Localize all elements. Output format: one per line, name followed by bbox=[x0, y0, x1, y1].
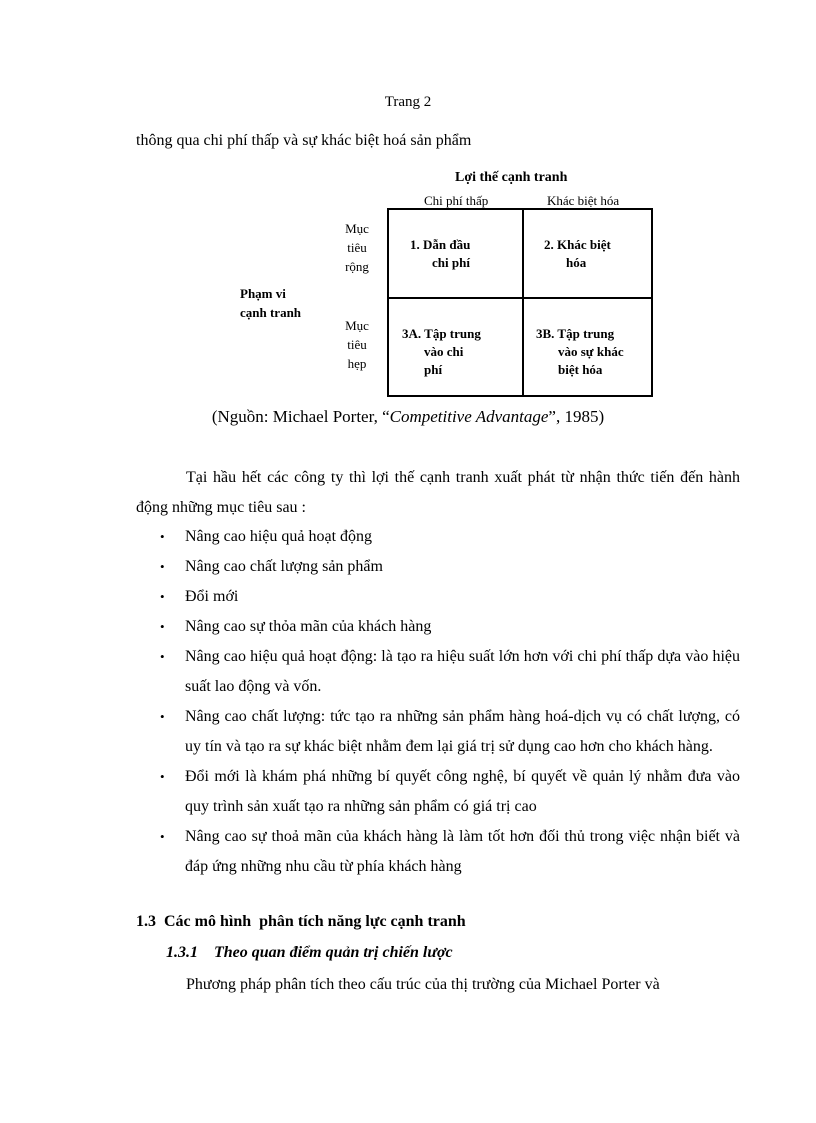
column-header-differentiation: Khác biệt hóa bbox=[547, 193, 620, 208]
page-number: Trang 2 bbox=[384, 94, 432, 110]
column-header-low-cost: Chi phí thấp bbox=[424, 193, 489, 208]
bullet-list bbox=[160, 522, 740, 882]
list-item: • Đổi mới là khám phá những bí quyết công nghệ, bí quyết về quản lý nhằm đưa vào quy trình sản xuất tạo ra những sản phẩm có giá trị cao bbox=[160, 762, 740, 822]
list-item: • Nâng cao hiệu quả hoạt động bbox=[160, 522, 740, 552]
matrix-divider-vertical bbox=[522, 208, 524, 397]
figure-source: (Nguồn: Michael Porter, “Competitive Advantage”, 1985) bbox=[211, 407, 605, 426]
list-item: • Đổi mới bbox=[160, 582, 740, 612]
row-label-broad-target: Mục tiêu rộng bbox=[345, 221, 369, 274]
list-item: • Nâng cao sự thỏa mãn của khách hàng bbox=[160, 612, 740, 642]
cell-cost-leadership: 1. Dẫn đầu chi phí bbox=[410, 237, 471, 270]
book-title: Competitive Advantage bbox=[389, 407, 549, 426]
list-item: • Nâng cao chất lượng: tức tạo ra những sản phẩm hàng hoá-dịch vụ có chất lượng, có uy tín và tạo ra sự khác biệt nhằm đem lại giá trị sử dụng cao hơn cho khách hàng. bbox=[160, 702, 740, 762]
matrix-title: Lợi thế cạnh tranh bbox=[455, 170, 568, 185]
section-heading: 1.3 Các mô hình phân tích năng lực cạnh tranh bbox=[136, 913, 466, 930]
paragraph-1: Tại hầu hết các công ty thì lợi thế cạnh tranh xuất phát từ nhận thức tiến đến hành động những mục tiêu sau : bbox=[136, 469, 740, 516]
paragraph-2: Phương pháp phân tích theo cấu trúc của thị trường của Michael Porter và bbox=[186, 976, 660, 993]
row-label-narrow-target: Mục tiêu hẹp bbox=[345, 318, 369, 371]
cell-differentiation: 2. Khác biệt hóa bbox=[544, 237, 611, 270]
cell-differentiation-focus: 3B. Tập trung vào sự khác biệt hóa bbox=[536, 326, 624, 377]
list-item: • Nâng cao sự thoả mãn của khách hàng là làm tốt hơn đối thủ trong việc nhận biết và đáp ứng những nhu cầu từ phía khách hàng bbox=[160, 822, 740, 882]
intro-line: thông qua chi phí thấp và sự khác biệt hoá sản phẩm bbox=[136, 132, 472, 149]
list-item: • Nâng cao chất lượng sản phẩm bbox=[160, 552, 740, 582]
cell-cost-focus: 3A. Tập trung vào chi phí bbox=[402, 326, 481, 377]
matrix-divider-horizontal bbox=[387, 297, 653, 299]
scope-label: Phạm vi cạnh tranh bbox=[240, 286, 302, 320]
subsection-heading: 1.3.1 Theo quan điểm quản trị chiến lược bbox=[166, 944, 453, 961]
list-item: • Nâng cao hiệu quả hoạt động: là tạo ra hiệu suất lớn hơn với chi phí thấp dựa vào hiệu suất lao động và vốn. bbox=[160, 642, 740, 702]
